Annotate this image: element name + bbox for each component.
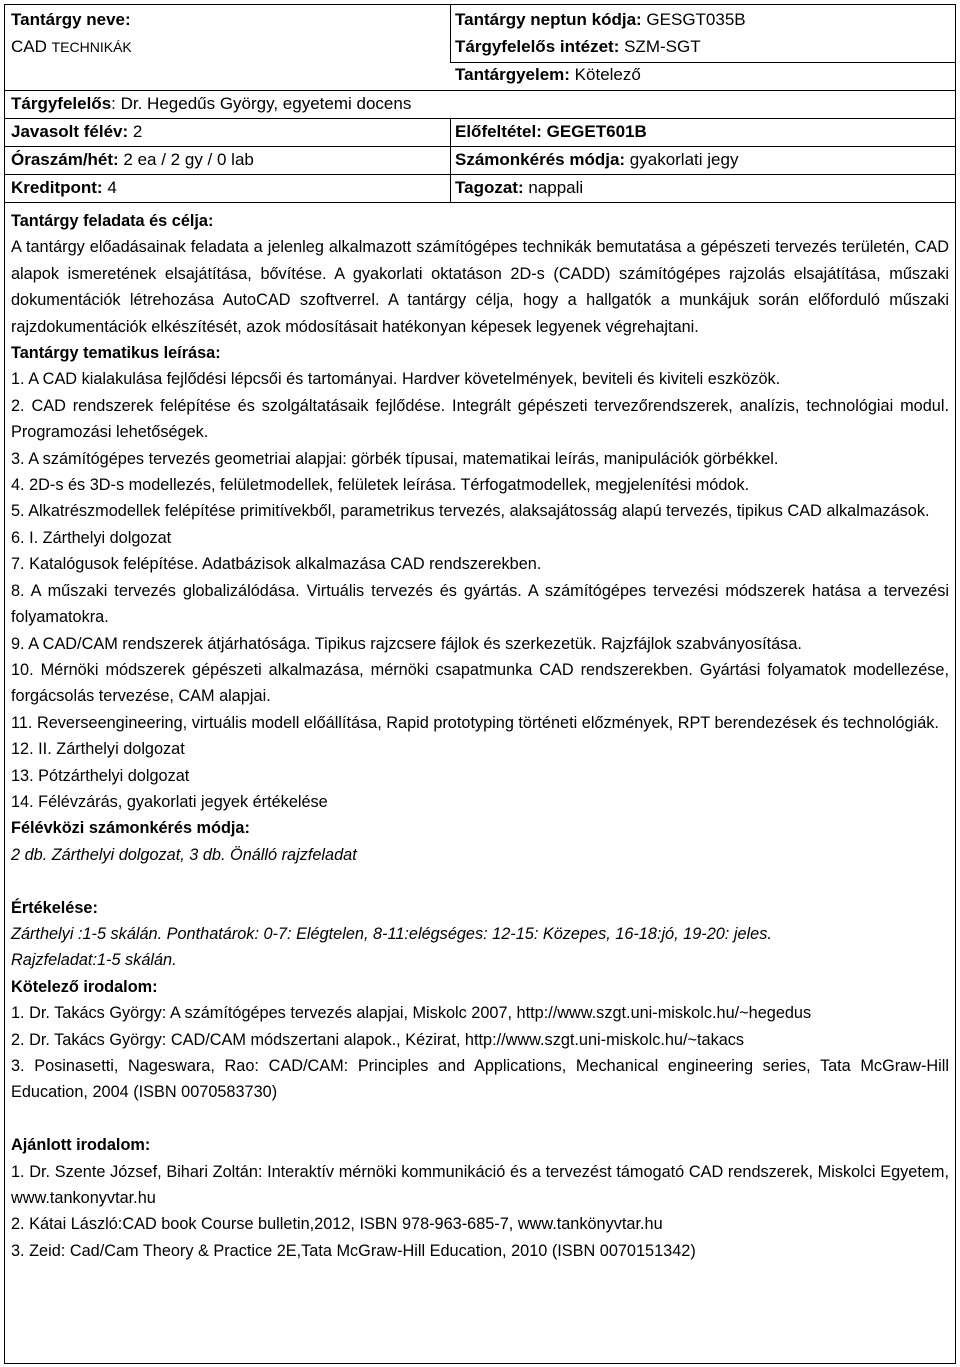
- required-heading: Kötelező irodalom:: [11, 977, 158, 996]
- divider-top: [450, 5, 451, 62]
- course-name-label: Tantárgy neve:: [11, 10, 131, 29]
- exam-type: [455, 147, 738, 173]
- exam-label: Számonkérés módja:: [455, 150, 626, 169]
- element-label: Tantárgyelem:: [455, 65, 570, 84]
- midterm-text: 2 db. Zárthelyi dolgozat, 3 db. Önálló rajzfeladat: [11, 845, 357, 864]
- department: [455, 175, 583, 201]
- required-item: 3. Posinasetti, Nageswara, Rao: CAD/CAM: Principles and Applications, Mechanical engineering series, Tata McGraw-Hill Education, 2004 (ISBN 0070583730): [11, 1056, 949, 1102]
- neptun-code: [455, 7, 746, 33]
- neptun-label: Tantárgy neptun kódja:: [455, 10, 642, 29]
- semester-label: Javasolt félév:: [11, 122, 129, 141]
- institute-value: SZM-SGT: [619, 37, 701, 56]
- hours-label: Óraszám/hét:: [11, 150, 119, 169]
- topic-item: 6. I. Zárthelyi dolgozat: [11, 528, 172, 547]
- evaluation-heading: Értékelése:: [11, 898, 98, 917]
- course-name-part: CAD: [11, 37, 52, 56]
- goal-text: A tantárgy előadásainak feladata a jelenleg alkalmazott számítógépes technikák bemutatása a gépészeti tervezés területén, CAD alapok ismeretének elsajátítása, bővítése. A gyakorlati oktatáson 2D-s (CADD) számítógépes rajzolás elsajátítása, műszaki dokumentációk létrehozása AutoCAD szoftverrel. A tantárgy célja, hogy a hallgatók a munkájuk során előforduló műszaki rajzdokumentációk elkészítését, azok módosításait hatékonyan képesek legyenek végrehajtani.: [11, 238, 949, 336]
- goal-heading: Tantárgy feladata és célja:: [11, 212, 214, 230]
- topic-item: 14. Félévzárás, gyakorlati jegyek értékelése: [11, 792, 328, 811]
- topic-item: 10. Mérnöki módszerek gépészeti alkalmazása, mérnöki csapatmunka CAD rendszerekben. Gyártási folyamatok modellezése, forgácsolás tervezése, CAM alapjai.: [11, 660, 949, 706]
- responsible-label: Tárgyfelelős: [11, 94, 112, 113]
- topic-item: 11. Reverseengineering, virtuális modell előállítása, Rapid prototyping történeti előzmények, RPT berendezések és technológiák.: [11, 713, 939, 732]
- responsible-value: : Dr. Hegedűs György, egyetemi docens: [111, 94, 412, 113]
- recommended-heading: Ajánlott irodalom:: [11, 1136, 151, 1155]
- course-name-part-smallcaps: TECHNIKÁK: [51, 39, 132, 55]
- element-value: Kötelező: [569, 65, 641, 84]
- topic-item: 5. Alkatrészmodellek felépítése primitívekből, parametrikus tervezés, alaksajátosság alapú tervezés, tipikus CAD alkalmazások.: [11, 502, 930, 521]
- semester-value: 2: [128, 122, 143, 141]
- course-name-value: [11, 34, 132, 60]
- topic-item: 8. A műszaki tervezés globalizálódása. Virtuális tervezés és gyártás. A számítógépes tervezési módszerek hatása a tervezési folyamatokra.: [11, 581, 949, 627]
- midterm-heading: Félévközi számonkérés módja:: [11, 819, 250, 838]
- topic-item: 3. A számítógépes tervezés geometriai alapjai: görbék típusai, matematikai leírás, manipulációk görbékkel.: [11, 449, 779, 468]
- topics-heading: Tantárgy tematikus leírása:: [11, 344, 221, 363]
- course-body: [11, 208, 949, 1264]
- topic-item: 1. A CAD kialakulása fejlődési lépcsői és tartományai. Hardver követelmények, beviteli és kiviteli eszközök.: [11, 370, 781, 389]
- recommended-item: 1. Dr. Szente József, Bihari Zoltán: Interaktív mérnöki kommunikáció és a tervezést támogató CAD rendszerek, Miskolci Egyetem, www.tankonyvtar.hu: [11, 1162, 949, 1207]
- recommended-item: 3. Zeid: Cad/Cam Theory & Practice 2E,Tata McGraw-Hill Education, 2010 (ISBN 0070151342): [11, 1241, 696, 1260]
- credits-value: 4: [102, 178, 117, 197]
- department-value: nappali: [523, 178, 584, 197]
- credits-label: Kreditpont:: [11, 178, 103, 197]
- credits: [11, 175, 117, 201]
- required-item: 2. Dr. Takács György: CAD/CAM módszertani alapok., Kézirat, http://www.szgt.uni-miskolc.hu/~takacs: [11, 1030, 745, 1049]
- prerequisite: Előfeltétel: GEGET601B: [455, 122, 647, 141]
- topic-item: 12. II. Zárthelyi dolgozat: [11, 740, 185, 759]
- recommended-item: 2. Kátai László:CAD book Course bulletin,2012, ISBN 978-963-685-7, www.tankönyvtar.hu: [11, 1215, 663, 1234]
- evaluation-line: Zárthelyi :1-5 skálán. Ponthatárok: 0-7: Elégtelen, 8-11:elégséges: 12-15: Közepes, 16-18:jó, 19-20: jeles.: [11, 924, 772, 943]
- department-label: Tagozat:: [455, 178, 524, 197]
- institute: [455, 34, 701, 60]
- topic-item: 7. Katalógusok felépítése. Adatbázisok alkalmazása CAD rendszerekben.: [11, 555, 542, 574]
- topic-item: 2. CAD rendszerek felépítése és szolgáltatásaik fejlődése. Integrált gépészeti tervezőrendszerek, analízis, technológiai modul. Programozási lehetőségek.: [11, 396, 949, 442]
- required-item: 1. Dr. Takács György: A számítógépes tervezés alapjai, Miskolc 2007, http://www.szgt.uni-miskolc.hu/~hegedus: [11, 1004, 812, 1023]
- neptun-value: GESGT035B: [641, 10, 746, 29]
- hours-value: 2 ea / 2 gy / 0 lab: [118, 150, 254, 169]
- topic-item: 4. 2D-s és 3D-s modellezés, felületmodellek, felületek leírása. Térfogatmodellek, megjelenítési módok.: [11, 476, 750, 495]
- semester: [11, 119, 142, 145]
- course-sheet: [4, 4, 956, 1364]
- topic-item: 9. A CAD/CAM rendszerek átjárhatósága. Tipikus rajzcsere fájlok és szerkezetük. Rajzfájlok szabványosítása.: [11, 634, 802, 653]
- divider-mid: [450, 118, 451, 202]
- responsible: [11, 91, 411, 117]
- exam-value: gyakorlati jegy: [625, 150, 739, 169]
- hours: [11, 147, 254, 173]
- topic-item: 13. Pótzárthelyi dolgozat: [11, 766, 190, 785]
- course-element: [455, 62, 641, 88]
- spacer: [11, 1106, 949, 1132]
- evaluation-line: Rajzfeladat:1-5 skálán.: [11, 951, 177, 970]
- spacer: [11, 868, 949, 894]
- institute-label: Tárgyfelelős intézet:: [455, 37, 620, 56]
